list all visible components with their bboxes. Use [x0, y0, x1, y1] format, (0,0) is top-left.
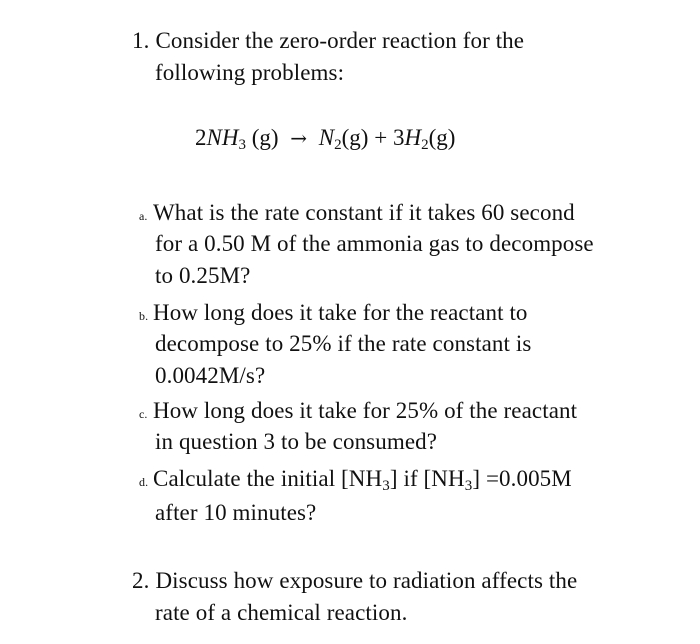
product-2-subscript: 2 [421, 137, 429, 153]
question-1-text-1: Consider the zero-order reaction for the [155, 28, 525, 53]
part-a-marker: a. [139, 209, 148, 223]
question-2-line-2: rate of a chemical reaction. [155, 600, 408, 625]
question-1-line-2: following problems: [155, 60, 345, 85]
product-2-coefficient: 3 [392, 125, 405, 150]
part-a-line-1 [139, 198, 575, 231]
part-c-line-1 [139, 396, 577, 429]
part-b-line-2: decompose to 25% if the rate constant is [155, 331, 532, 356]
part-d-subscript-1: 3 [382, 478, 390, 494]
part-d-line-1 [139, 464, 572, 497]
reactant-state: (g) [251, 125, 279, 150]
product-2-formula: H [404, 125, 422, 150]
question-1-line-1 [132, 26, 524, 56]
plus-sign: + [374, 125, 388, 150]
part-c-marker: c. [139, 407, 148, 421]
part-d-line-2: after 10 minutes? [155, 500, 317, 525]
part-d-text-mid: ] if [NH [389, 466, 465, 491]
question-2-line-1 [132, 566, 577, 596]
reaction-arrow: → [290, 126, 308, 150]
part-a-text-1: What is the rate constant if it takes 60 second [153, 200, 575, 225]
question-2-text-1: Discuss how exposure to radiation affects the [155, 568, 578, 593]
reactant-coefficient: 2 [195, 125, 207, 150]
part-b-line-1 [139, 298, 528, 331]
part-c-text-1: How long does it take for 25% of the reactant [153, 398, 578, 423]
part-d-subscript-2: 3 [464, 478, 473, 494]
reaction-equation [195, 123, 455, 153]
product-1-formula: N [318, 125, 335, 150]
reactant-formula: NH [206, 125, 239, 150]
question-2-number: 2. [132, 568, 150, 593]
part-a-line-3: to 0.25M? [155, 263, 251, 288]
part-a-line-2: for a 0.50 M of the ammonia gas to decompose [155, 231, 594, 256]
part-d-text-prefix: Calculate the initial [NH [153, 466, 383, 491]
product-1-state: (g) [341, 125, 369, 150]
part-b-marker: b. [139, 309, 149, 323]
part-c-line-2: in question 3 to be consumed? [155, 429, 438, 454]
part-d-text-suffix: ] =0.005M [472, 466, 572, 491]
question-1-number: 1. [132, 28, 150, 53]
product-1-subscript: 2 [334, 137, 342, 153]
part-b-text-1: How long does it take for the reactant to [153, 300, 528, 325]
product-2-state: (g) [428, 125, 456, 150]
part-b-line-3: 0.0042M/s? [155, 363, 266, 388]
part-d-marker: d. [139, 475, 149, 489]
reactant-subscript: 3 [238, 137, 246, 153]
